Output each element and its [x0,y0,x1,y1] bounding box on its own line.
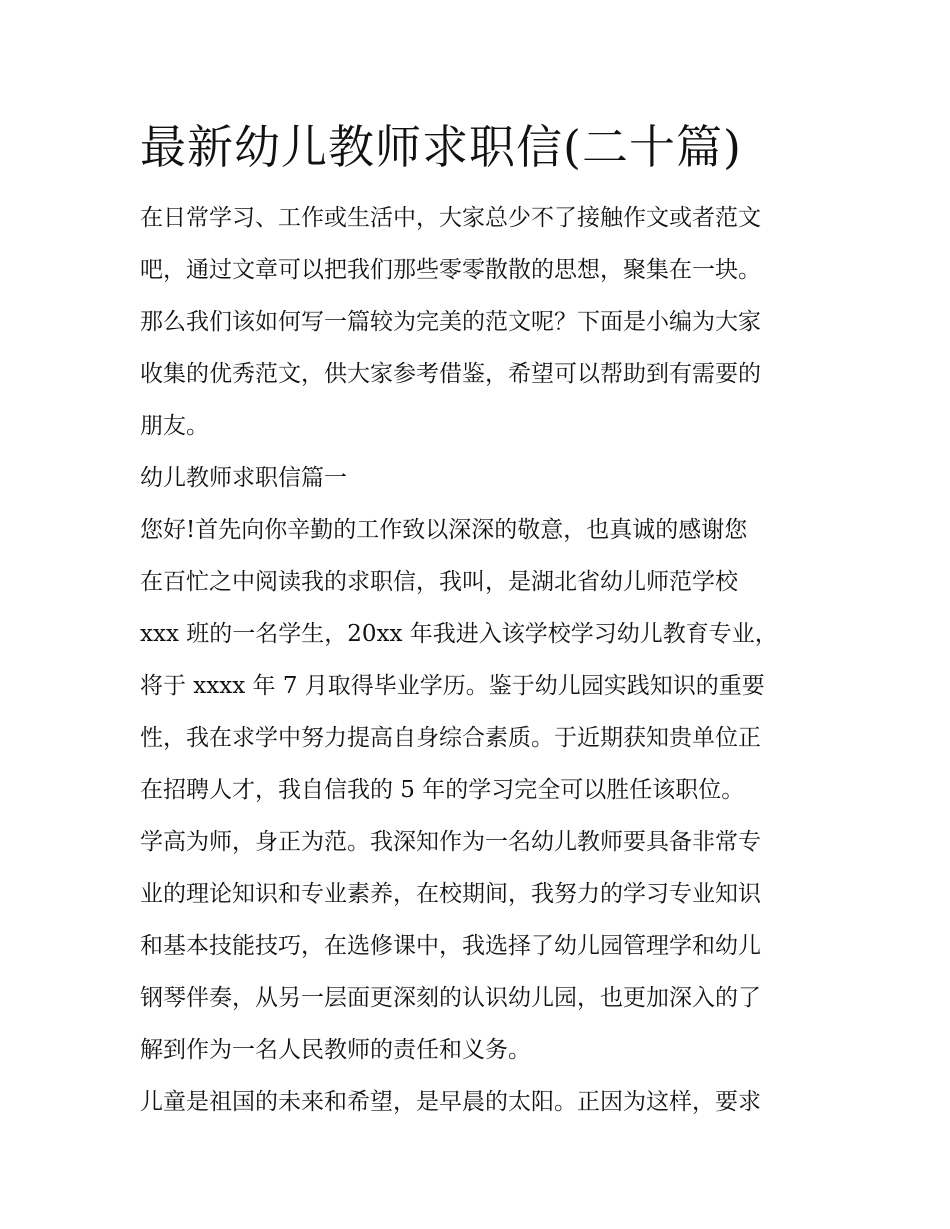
text-line: xxx 班的一名学生，20xx 年我进入该学校学习幼儿教育专业， [140,621,778,647]
text-line: 钢琴伴奏，从另一层面更深刻的认识幼儿园，也更加深入的了 [140,985,761,1011]
text-line: 将于 xxxx 年 7 月取得毕业学历。鉴于幼儿园实践知识的重要 [140,673,765,699]
text-line: 解到作为一名人民教师的责任和义务。 [140,1037,531,1063]
text-line: 收集的优秀范文，供大家参考借鉴，希望可以帮助到有需要的 [140,361,761,387]
text-line: 那么我们该如何写一篇较为完美的范文呢？下面是小编为大家 [140,309,761,335]
document-content [140,112,810,1128]
section-heading-text: 幼儿教师求职信篇一 [140,465,347,491]
text-line: 在日常学习、工作或生活中，大家总少不了接触作文或者范文 [140,205,761,231]
text-line: 吧，通过文章可以把我们那些零零散散的思想，聚集在一块。 [140,257,761,283]
text-line: 在百忙之中阅读我的求职信，我叫，是湖北省幼儿师范学校 [140,569,738,595]
text-line: 学高为师，身正为范。我深知作为一名幼儿教师要具备非常专 [140,829,761,855]
letter-paragraph-3 [140,1076,810,1128]
document-title: 最新幼儿教师求职信(二十篇) [140,120,742,174]
text-line: 和基本技能技巧，在选修课中，我选择了幼儿园管理学和幼儿 [140,933,761,959]
letter-paragraph-1 [140,504,810,816]
section-heading [140,452,810,504]
text-line: 朋友。 [140,413,209,439]
text-line: 性，我在求学中努力提高自身综合素质。于近期获知贵单位正 [140,725,761,751]
text-line: 您好!首先向你辛勤的工作致以深深的敬意，也真诚的感谢您 [140,517,748,543]
text-line: 业的理论知识和专业素养，在校期间，我努力的学习专业知识 [140,881,761,907]
intro-paragraph [140,192,810,452]
text-line: 在招聘人才，我自信我的 5 年的学习完全可以胜任该职位。 [140,777,745,803]
text-line: 儿童是祖国的未来和希望，是早晨的太阳。正因为这样，要求 [140,1089,761,1115]
letter-paragraph-2 [140,816,810,1076]
